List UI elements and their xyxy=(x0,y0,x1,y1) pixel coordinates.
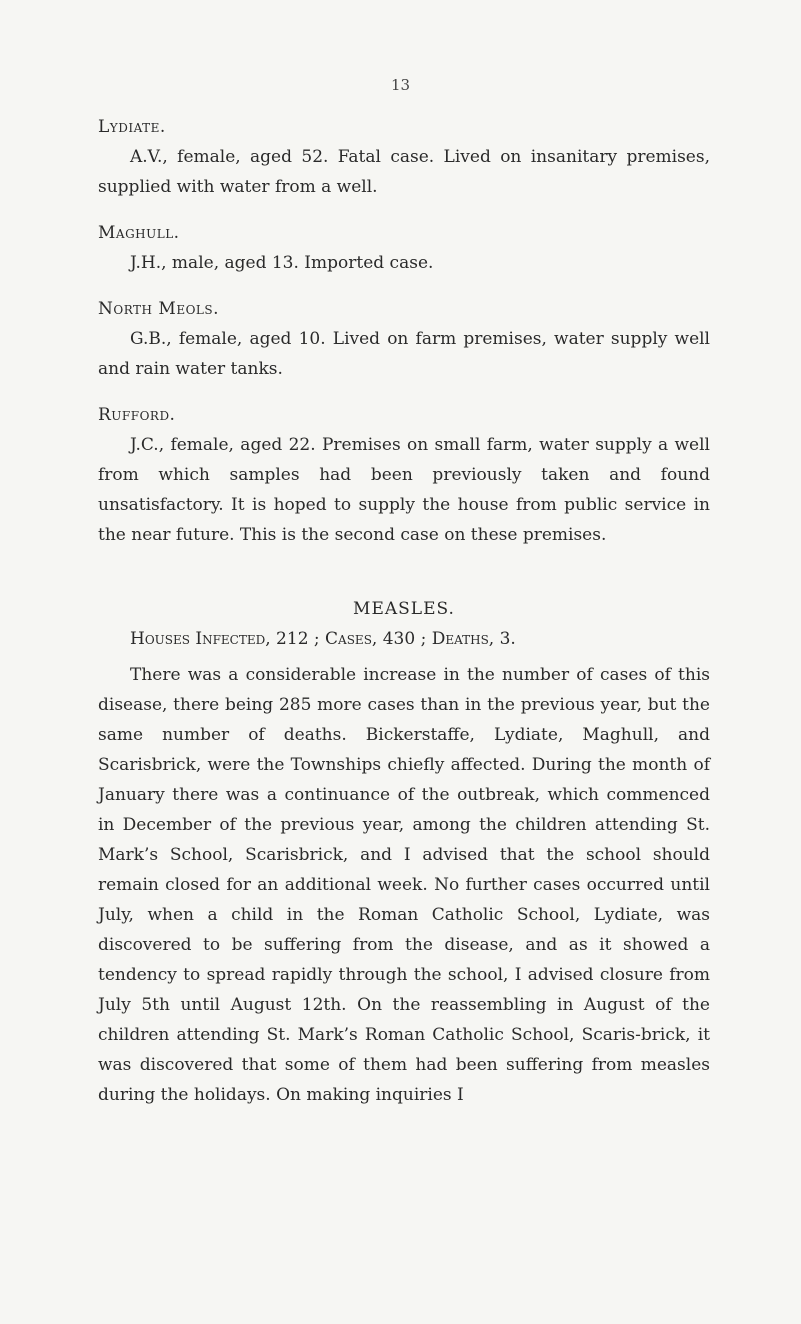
case-text: G.B., female, aged 10. Lived on farm premises, water supply well and rain water tanks. xyxy=(98,329,710,379)
case-rufford xyxy=(98,400,710,550)
section-heading: Maghull. xyxy=(98,223,180,243)
case-text: J.C., female, aged 22. Premises on small farm, water supply a well from which samples had been previously taken and found unsatisfactory. It is hoped to supply the house from public service in the near future. This is the second case on these premises. xyxy=(98,435,710,545)
measles-stats: Houses Infected, 212 ; Cases, 430 ; Deaths, 3. xyxy=(130,629,516,649)
case-text: J.H., male, aged 13. Imported case. xyxy=(130,253,434,273)
case-text: A.V., female, aged 52. Fatal case. Lived on insanitary premises, supplied with water from a well. xyxy=(98,147,710,197)
measles-body: There was a considerable increase in the number of cases of this disease, there being 285 more cases than in the previous year, but the same number of deaths. Bickerstaffe, Lydiate, Maghull, and Scarisbrick, were the Townships chiefly affected. During the month of January there was a continuance of the outbreak, which commenced in December of the previous year, among the children attending St. Mark’s School, Scarisbrick, and I advised that the school should remain closed for an additional week. No further cases occurred until July, when a child in the Roman Catholic School, Lydiate, was discovered to be suffering from the disease, and as it showed a tendency to spread rapidly through the school, I advised closure from July 5th until August 12th. On the reassembling in August of the children attending St. Mark’s Roman Catholic School, Scaris-brick, it was discovered that some of them had been suffering from measles during the holidays. On making inquiries I xyxy=(98,665,710,1105)
section-heading: Lydiate. xyxy=(98,117,166,137)
case-maghull xyxy=(98,218,710,278)
page-content xyxy=(98,112,710,1110)
section-heading: North Meols. xyxy=(98,299,220,319)
measles-section xyxy=(98,594,710,1110)
case-north-meols xyxy=(98,294,710,384)
section-heading: Rufford. xyxy=(98,405,176,425)
case-lydiate xyxy=(98,112,710,202)
page-number: 13 xyxy=(390,76,411,94)
measles-title: MEASLES. xyxy=(353,599,455,619)
